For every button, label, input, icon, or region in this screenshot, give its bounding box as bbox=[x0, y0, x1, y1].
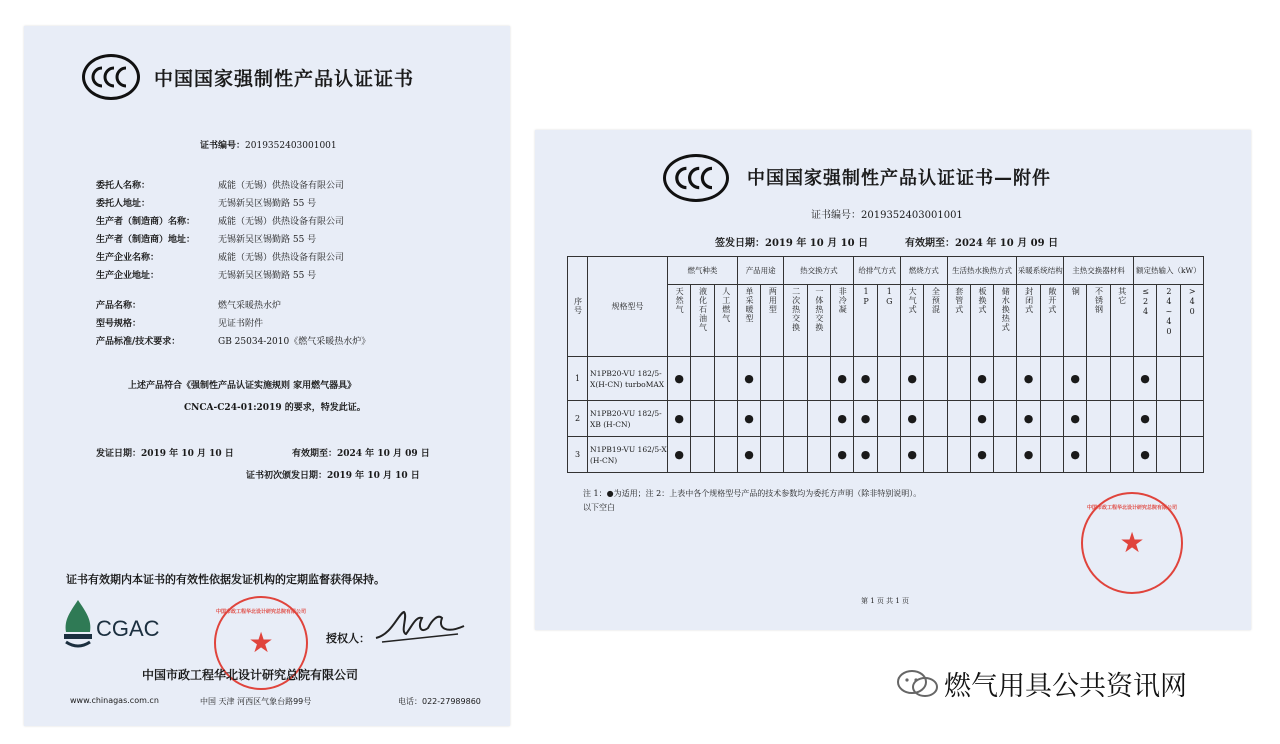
sub-header: 不锈钢 bbox=[1087, 285, 1110, 357]
empty-cell bbox=[877, 357, 900, 401]
group-header: 主热交换器材料 bbox=[1064, 257, 1134, 285]
empty-cell bbox=[1157, 401, 1180, 437]
conformity-line-2: CNCA-C24-01:2019 的要求，特发此证。 bbox=[184, 403, 366, 413]
empty-cell bbox=[761, 401, 784, 437]
group-header: 生活热水换热方式 bbox=[947, 257, 1017, 285]
table-group-header-row bbox=[568, 257, 1204, 285]
field-label: 生产企业名称： bbox=[96, 253, 160, 263]
sub-header: 24~40 bbox=[1157, 285, 1180, 357]
empty-cell bbox=[924, 401, 947, 437]
annex-ccc-logo bbox=[663, 154, 729, 202]
field-value: 燃气采暖热水炉 bbox=[218, 301, 282, 311]
field-label: 生产企业地址： bbox=[96, 271, 160, 281]
authorized-label: 授权人： bbox=[326, 632, 370, 645]
empty-cell bbox=[1087, 437, 1110, 473]
group-header: 额定热输入（kW） bbox=[1133, 257, 1203, 285]
applicable-mark: ● bbox=[737, 357, 760, 401]
product-field-row bbox=[96, 334, 370, 347]
applicable-mark: ● bbox=[900, 401, 923, 437]
certificate-title: 中国国家强制性产品认证证书 bbox=[154, 68, 415, 90]
empty-cell bbox=[947, 437, 970, 473]
cert-number bbox=[200, 138, 337, 151]
field-label: 生产者（制造商）名称： bbox=[96, 217, 196, 227]
applicable-mark: ● bbox=[1064, 401, 1087, 437]
empty-cell bbox=[1180, 437, 1203, 473]
sub-header: 两用型 bbox=[761, 285, 784, 357]
annex-cert-number-value: 2019352403001001 bbox=[861, 210, 963, 221]
sub-header: 敞开式 bbox=[1040, 285, 1063, 357]
signature-icon bbox=[372, 604, 468, 648]
field-value: 见证书附件 bbox=[218, 319, 264, 329]
applicable-mark: ● bbox=[854, 401, 877, 437]
product-field-row bbox=[96, 298, 281, 311]
group-header: 燃烧方式 bbox=[900, 257, 947, 285]
empty-cell bbox=[1180, 357, 1203, 401]
empty-cell bbox=[784, 401, 807, 437]
sub-header: 1P bbox=[854, 285, 877, 357]
sub-header: ≤24 bbox=[1133, 285, 1156, 357]
empty-cell bbox=[1110, 437, 1133, 473]
applicant-field-row bbox=[96, 196, 316, 209]
sub-header: 液化石油气 bbox=[691, 285, 714, 357]
group-header: 产品用途 bbox=[737, 257, 784, 285]
applicable-mark: ● bbox=[970, 437, 993, 473]
empty-cell bbox=[714, 401, 737, 437]
applicable-mark: ● bbox=[970, 357, 993, 401]
empty-cell bbox=[691, 401, 714, 437]
field-label: 型号规格： bbox=[96, 319, 142, 329]
sub-header: 板换式 bbox=[970, 285, 993, 357]
applicable-mark: ● bbox=[737, 437, 760, 473]
applicable-mark: ● bbox=[1017, 357, 1040, 401]
applicant-field-row bbox=[96, 214, 344, 227]
cert-number-value: 2019352403001001 bbox=[245, 141, 337, 151]
row-model: N1PB20-VU 182/5-X(H-CN) turboMAX bbox=[588, 357, 668, 401]
row-model: N1PB19-VU 162/5-X (H-CN) bbox=[588, 437, 668, 473]
ccc-logo bbox=[82, 54, 140, 100]
applicable-mark: ● bbox=[1017, 437, 1040, 473]
empty-cell bbox=[1040, 401, 1063, 437]
empty-cell bbox=[994, 437, 1017, 473]
empty-cell bbox=[877, 401, 900, 437]
empty-cell bbox=[807, 437, 830, 473]
sub-header: 套管式 bbox=[947, 285, 970, 357]
sub-header: 单采暖型 bbox=[737, 285, 760, 357]
footer-address: 中国 天津 河西区气象台路99号 bbox=[200, 697, 312, 706]
sub-header: 储水换热式 bbox=[994, 285, 1017, 357]
empty-cell bbox=[1040, 357, 1063, 401]
applicable-mark: ● bbox=[900, 357, 923, 401]
empty-cell bbox=[807, 357, 830, 401]
applicable-mark: ● bbox=[1064, 357, 1087, 401]
main-certificate bbox=[24, 26, 510, 726]
sub-header: 一体热交换 bbox=[807, 285, 830, 357]
flame-logo-icon bbox=[60, 598, 96, 652]
empty-cell bbox=[784, 357, 807, 401]
row-model: N1PB20-VU 182/5-XB (H-CN) bbox=[588, 401, 668, 437]
empty-cell bbox=[1110, 401, 1133, 437]
applicable-mark: ● bbox=[854, 357, 877, 401]
first-issue-date: 证书初次颁发日期：2019 年 10 月 10 日 bbox=[246, 471, 420, 481]
applicable-mark: ● bbox=[1133, 401, 1156, 437]
applicable-mark: ● bbox=[831, 401, 854, 437]
ccc-mark-icon bbox=[88, 62, 134, 92]
sub-header: 其它 bbox=[1110, 285, 1133, 357]
field-label: 产品名称： bbox=[96, 301, 142, 311]
row-seq: 1 bbox=[568, 357, 588, 401]
applicable-mark: ● bbox=[831, 357, 854, 401]
sub-header: 人工燃气 bbox=[714, 285, 737, 357]
applicable-mark: ● bbox=[1064, 437, 1087, 473]
empty-cell bbox=[714, 437, 737, 473]
empty-cell bbox=[1087, 357, 1110, 401]
field-value: 威能（无锡）供热设备有限公司 bbox=[218, 181, 345, 191]
group-header: 采暖系统结构 bbox=[1017, 257, 1064, 285]
empty-cell bbox=[691, 357, 714, 401]
annex-seal-star-icon: ★ bbox=[1119, 526, 1145, 559]
seal-text: 中国市政工程华北设计研究总院有限公司 bbox=[215, 609, 307, 615]
applicant-field-row bbox=[96, 232, 316, 245]
table-row bbox=[568, 401, 1204, 437]
empty-cell bbox=[1087, 401, 1110, 437]
empty-cell bbox=[994, 357, 1017, 401]
empty-cell bbox=[1157, 357, 1180, 401]
valid-until: 有效期至：2024 年 10 月 09 日 bbox=[292, 449, 430, 459]
applicable-mark: ● bbox=[970, 401, 993, 437]
sub-header: 天然气 bbox=[668, 285, 691, 357]
row-seq: 3 bbox=[568, 437, 588, 473]
field-label: 委托人名称： bbox=[96, 181, 151, 191]
cert-number-label: 证书编号： bbox=[200, 141, 246, 151]
footer-website: www.chinagas.com.cn bbox=[70, 696, 159, 705]
cgac-logo bbox=[60, 598, 180, 654]
authorized-signature bbox=[372, 604, 468, 652]
field-label: 产品标准/技术要求： bbox=[96, 337, 181, 347]
annex-cert-number-label: 证书编号： bbox=[811, 210, 861, 221]
seal-star-icon: ★ bbox=[248, 626, 274, 659]
applicable-mark: ● bbox=[1133, 357, 1156, 401]
applicable-mark: ● bbox=[831, 437, 854, 473]
applicable-mark: ● bbox=[900, 437, 923, 473]
applicable-mark: ● bbox=[668, 357, 691, 401]
field-value: 无锡新吴区锡勤路 55 号 bbox=[218, 235, 317, 245]
annex-issue-date: 签发日期：2019 年 10 月 10 日 bbox=[715, 238, 869, 249]
annex-cert-number bbox=[811, 206, 963, 221]
group-header: 给排气方式 bbox=[854, 257, 901, 285]
empty-cell bbox=[1180, 401, 1203, 437]
footer-phone: 电话：022-27989860 bbox=[398, 697, 481, 706]
annex-seal bbox=[1081, 492, 1183, 594]
sub-header: 封闭式 bbox=[1017, 285, 1040, 357]
annex-ccc-mark-icon bbox=[671, 162, 721, 194]
field-label: 委托人地址： bbox=[96, 199, 151, 209]
annex-certificate bbox=[535, 130, 1251, 630]
field-value: 威能（无锡）供热设备有限公司 bbox=[218, 217, 345, 227]
empty-cell bbox=[807, 401, 830, 437]
conformity-line-1: 上述产品符合《强制性产品认证实施规则 家用燃气器具》 bbox=[128, 381, 357, 391]
empty-cell bbox=[784, 437, 807, 473]
annex-blank-note: 以下空白 bbox=[583, 503, 615, 512]
annex-page-number: 第 1 页 共 1 页 bbox=[861, 597, 910, 605]
model-header: 规格型号 bbox=[588, 257, 668, 357]
empty-cell bbox=[761, 437, 784, 473]
watermark-text: 燃气用具公共资讯网 bbox=[944, 671, 1187, 702]
empty-cell bbox=[947, 401, 970, 437]
empty-cell bbox=[994, 401, 1017, 437]
empty-cell bbox=[1040, 437, 1063, 473]
empty-cell bbox=[924, 437, 947, 473]
cgac-logo-text: CGAC bbox=[96, 616, 160, 641]
empty-cell bbox=[924, 357, 947, 401]
validity-note: 证书有效期内本证书的有效性依据发证机构的定期监督获得保持。 bbox=[66, 573, 385, 586]
issue-date: 发证日期：2019 年 10 月 10 日 bbox=[96, 449, 234, 459]
field-value: 无锡新吴区锡勤路 55 号 bbox=[218, 271, 317, 281]
applicable-mark: ● bbox=[1017, 401, 1040, 437]
sub-header: >40 bbox=[1180, 285, 1203, 357]
annex-title: 中国国家强制性产品认证证书—附件 bbox=[747, 168, 1051, 189]
wechat-icon bbox=[895, 669, 941, 699]
empty-cell bbox=[947, 357, 970, 401]
applicable-mark: ● bbox=[737, 401, 760, 437]
field-value: GB 25034-2010《燃气采暖热水炉》 bbox=[218, 337, 371, 347]
field-value: 威能（无锡）供热设备有限公司 bbox=[218, 253, 345, 263]
sub-header: 1G bbox=[877, 285, 900, 357]
model-spec-table bbox=[567, 256, 1204, 473]
applicable-mark: ● bbox=[854, 437, 877, 473]
empty-cell bbox=[691, 437, 714, 473]
field-value: 无锡新吴区锡勤路 55 号 bbox=[218, 199, 317, 209]
group-header: 热交换方式 bbox=[784, 257, 854, 285]
applicable-mark: ● bbox=[668, 437, 691, 473]
sub-header: 铜 bbox=[1064, 285, 1087, 357]
seq-header: 序号 bbox=[568, 257, 588, 357]
applicable-mark: ● bbox=[1133, 437, 1156, 473]
applicant-field-row bbox=[96, 178, 344, 191]
empty-cell bbox=[1157, 437, 1180, 473]
field-label: 生产者（制造商）地址： bbox=[96, 235, 196, 245]
sub-header: 全预混 bbox=[924, 285, 947, 357]
applicant-field-row bbox=[96, 250, 344, 263]
sub-header: 二次热交换 bbox=[784, 285, 807, 357]
row-seq: 2 bbox=[568, 401, 588, 437]
empty-cell bbox=[877, 437, 900, 473]
annex-valid-until: 有效期至：2024 年 10 月 09 日 bbox=[905, 238, 1059, 249]
sub-header: 大气式 bbox=[900, 285, 923, 357]
applicant-field-row bbox=[96, 268, 316, 281]
empty-cell bbox=[714, 357, 737, 401]
group-header: 燃气种类 bbox=[668, 257, 738, 285]
applicable-mark: ● bbox=[668, 401, 691, 437]
product-field-row bbox=[96, 316, 263, 329]
issuer-name: 中国市政工程华北设计研究总院有限公司 bbox=[142, 668, 359, 682]
sub-header: 非冷凝 bbox=[831, 285, 854, 357]
annex-note: 注 1：●为适用；注 2：上表中各个规格型号产品的技术参数均为委托方声明（除非特别说明）。 bbox=[583, 489, 922, 498]
annex-seal-text: 中国市政工程华北设计研究总院有限公司 bbox=[1086, 505, 1178, 511]
table-row bbox=[568, 357, 1204, 401]
empty-cell bbox=[761, 357, 784, 401]
table-row bbox=[568, 437, 1204, 473]
empty-cell bbox=[1110, 357, 1133, 401]
